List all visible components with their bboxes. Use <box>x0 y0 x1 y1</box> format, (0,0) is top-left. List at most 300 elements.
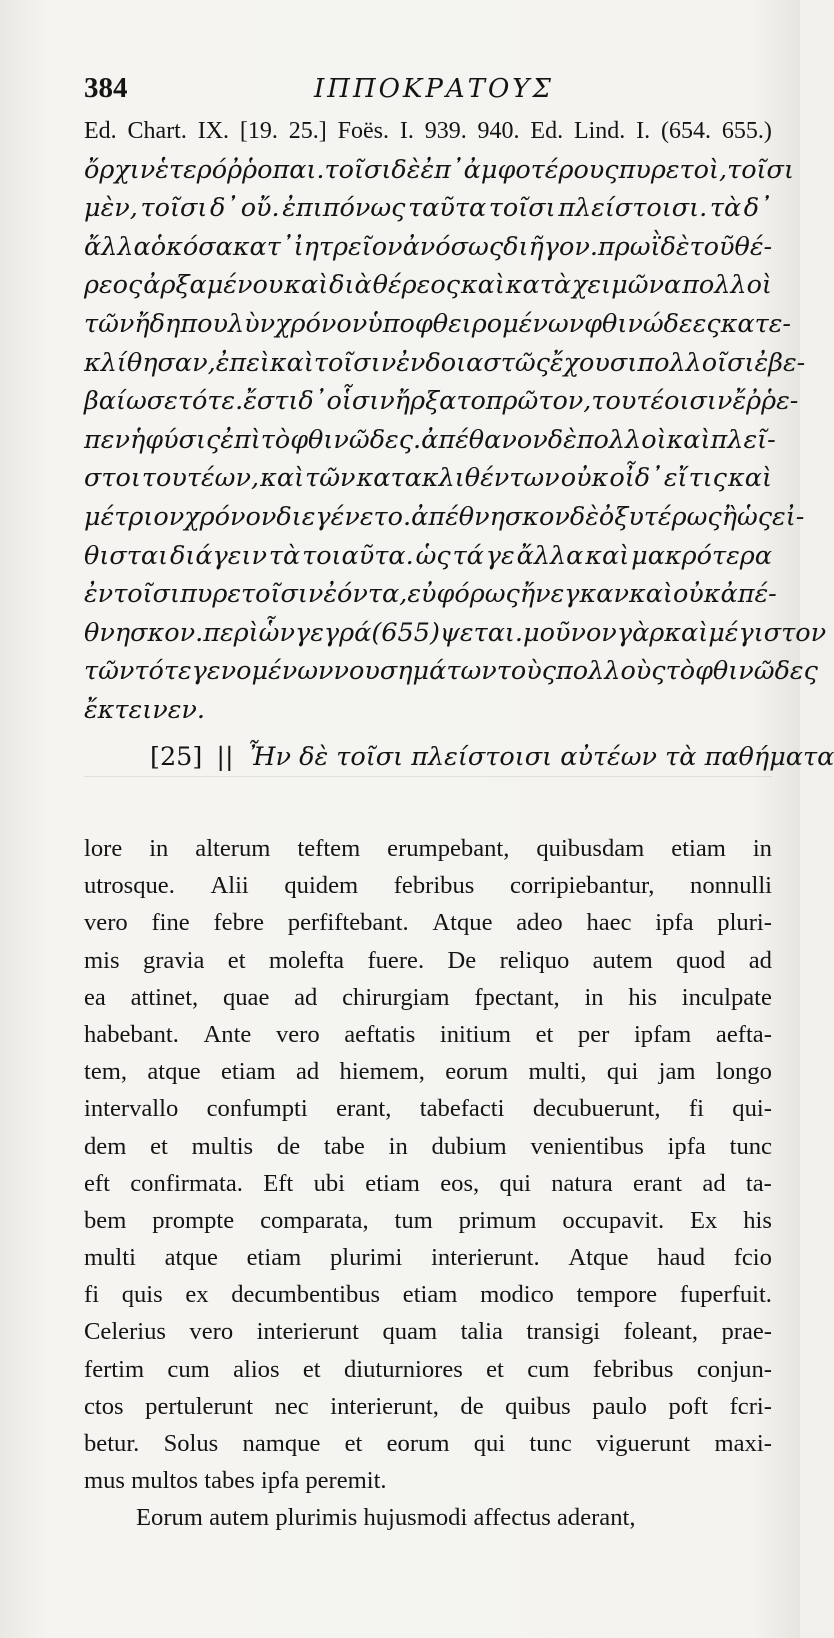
word: ὡς <box>736 501 773 532</box>
word: γεγρά(655)ψεται. <box>294 617 524 648</box>
latin-line <box>84 1351 772 1388</box>
word: ἐνδοιαστῶς <box>396 347 550 378</box>
word: μέγιστον <box>708 617 827 648</box>
word: vero <box>84 909 128 937</box>
word: prompte <box>152 1206 235 1234</box>
word: Atque <box>432 909 493 937</box>
word: 940. <box>477 118 520 144</box>
word: autem <box>592 946 653 974</box>
word: φύσις <box>145 424 221 455</box>
word: ταῦτα <box>408 193 487 224</box>
word: ipfa <box>667 1132 706 1160</box>
word: πουλὺν <box>180 308 276 339</box>
word: βαίωσε <box>84 386 178 417</box>
word: conjun- <box>696 1355 772 1383</box>
latin-line <box>84 942 772 979</box>
word: Chart. <box>127 118 187 144</box>
word: decumbentibus <box>231 1281 381 1309</box>
word: ἔχουσι <box>549 347 638 378</box>
word: νουσημάτων <box>333 656 497 687</box>
word: multi, <box>528 1058 587 1086</box>
word: τὰ <box>268 540 301 571</box>
word: fi <box>688 1095 704 1123</box>
word: τουτέων, <box>141 463 260 494</box>
latin-line <box>84 1128 772 1165</box>
word: ἔῤῥε- <box>732 386 799 417</box>
word: Celerius <box>84 1318 166 1346</box>
word: I. <box>399 118 414 144</box>
section-divider <box>84 776 772 777</box>
latin-line <box>84 830 772 867</box>
word: ipfam <box>633 1020 692 1048</box>
word: (654. <box>660 118 711 144</box>
word: confumpti <box>206 1095 308 1123</box>
word: namque <box>242 1430 321 1457</box>
word: δ᾽ <box>298 386 327 417</box>
word: quibus <box>505 1392 571 1420</box>
word: μὲν, <box>84 193 138 224</box>
word: qui <box>606 1058 639 1086</box>
word: δ᾽ <box>743 193 772 224</box>
word: betur. <box>84 1430 140 1457</box>
word: fuperfuit. <box>679 1281 772 1309</box>
word: et <box>535 1020 554 1048</box>
edition-reference-line <box>84 112 772 151</box>
word: οὐκ <box>672 579 721 610</box>
word: prae- <box>721 1318 772 1346</box>
word: febre <box>213 909 264 937</box>
latin-line <box>84 1313 772 1350</box>
word: τοὺς <box>496 656 557 687</box>
word: ἐν <box>84 579 114 610</box>
greek-line <box>84 189 772 228</box>
word: ea <box>84 983 106 1011</box>
word: interierunt. <box>431 1244 540 1272</box>
word: γε <box>485 540 515 571</box>
greek-line <box>84 421 776 460</box>
word: ipfa <box>655 909 694 937</box>
word: μακρότερα <box>631 540 772 571</box>
word: tunc <box>729 1132 772 1160</box>
running-title: ΙΠΠΟΚΡΑΤΟΥΣ <box>314 74 554 104</box>
word: ad <box>748 946 772 974</box>
word: longo <box>715 1058 772 1086</box>
word: multis <box>191 1132 254 1160</box>
word: venientibus <box>530 1132 644 1160</box>
word: τοῖσι <box>324 154 392 185</box>
word: διάγειν <box>169 540 267 571</box>
word: tabe <box>323 1132 365 1160</box>
word: erant, <box>336 1095 392 1123</box>
word: aeftatis <box>344 1020 416 1048</box>
word: πυρετοῖσιν <box>180 579 324 610</box>
word: ὑποφθειρομένων <box>367 308 585 339</box>
section-number: [25] <box>150 741 203 772</box>
latin-line <box>84 1388 772 1425</box>
word: εἰ- <box>772 501 805 532</box>
word: adeo <box>516 909 563 937</box>
word: et <box>227 946 246 974</box>
word: atque <box>164 1244 218 1272</box>
latin-line <box>84 1425 772 1462</box>
word: Ed. <box>84 118 117 144</box>
word: καὶ <box>585 540 630 571</box>
word: fpectant, <box>474 983 560 1011</box>
word: ἔστι <box>243 386 299 417</box>
word: etiam <box>671 835 726 862</box>
word: tempore <box>576 1281 658 1309</box>
word: dem <box>84 1132 127 1160</box>
word: ἐβε- <box>754 347 806 378</box>
greek-line <box>84 652 818 691</box>
word: κατε- <box>720 308 792 339</box>
word: fuere. <box>367 946 425 974</box>
word: fertim <box>84 1355 145 1383</box>
word: ἰητρεῖον <box>293 231 403 262</box>
word: ἤνεγκαν <box>519 579 629 610</box>
word: tabefacti <box>419 1095 505 1123</box>
word: χειμῶνα <box>571 270 682 301</box>
word: chirurgiam <box>342 983 450 1011</box>
greek-line <box>84 537 772 576</box>
word: τῶν <box>84 656 135 687</box>
word: multi <box>84 1244 136 1272</box>
word: natura <box>551 1169 613 1197</box>
word: quidem <box>284 872 359 900</box>
word: erumpebant, <box>387 835 510 862</box>
word: ad <box>295 1058 320 1086</box>
word: bem <box>84 1206 127 1234</box>
word: περὶ <box>203 617 259 648</box>
word: πλείστοισι. <box>558 193 708 224</box>
word: haud <box>657 1244 705 1272</box>
word: nonnulli <box>690 872 772 900</box>
word: lore <box>84 835 123 862</box>
word: τοῖσι <box>113 579 181 610</box>
word: εὐφόρως <box>407 579 520 610</box>
word: vero <box>275 1020 320 1048</box>
word: ἀρξαμένου <box>143 270 284 301</box>
word: φθινῶδες <box>695 656 818 687</box>
word: οὔ. <box>240 193 280 224</box>
word: ἀπέθανον <box>421 424 548 455</box>
word: paulo <box>592 1392 647 1420</box>
word: τὰ <box>709 193 742 224</box>
word: καὶ <box>664 617 709 648</box>
word: τότε. <box>177 386 244 417</box>
word: καὶ <box>269 347 314 378</box>
word: μέτριον <box>84 501 185 532</box>
word: febribus <box>592 1355 674 1383</box>
word: διεγένετο. <box>276 501 412 532</box>
word: πεν <box>84 424 130 455</box>
word: eorum <box>386 1430 450 1457</box>
word: τῶν <box>84 308 135 339</box>
word: ἤδη <box>134 308 181 339</box>
word: maxi- <box>714 1430 772 1457</box>
word: ὡς <box>415 540 451 571</box>
word: δὲ <box>547 424 577 455</box>
word: habebant. <box>84 1020 179 1048</box>
word: I. <box>636 118 651 144</box>
word: μοῦνον <box>523 617 617 648</box>
word: etiam <box>246 1244 302 1272</box>
word: attinet, <box>130 983 199 1011</box>
word: θέρεος <box>372 270 460 301</box>
word: his <box>628 983 658 1011</box>
word: diuturniores <box>343 1355 463 1383</box>
word: foleant, <box>623 1318 699 1346</box>
word: ἐπιπόνως <box>282 193 406 224</box>
word: in <box>149 835 169 862</box>
word: τά <box>452 540 484 571</box>
word: τοῖσι <box>140 193 208 224</box>
word: πολλοῖσι <box>637 347 755 378</box>
greek-line <box>84 498 805 537</box>
word: ἐπεὶ <box>215 347 270 378</box>
latin-line <box>84 1165 772 1202</box>
word: ἢ <box>721 501 737 532</box>
word: δὲ <box>660 231 690 262</box>
word: inculpate <box>681 983 772 1011</box>
word: quam <box>382 1318 438 1346</box>
word: γενομένων <box>191 656 334 687</box>
word: κατ᾽ <box>232 231 294 262</box>
word: 655.) <box>721 118 772 144</box>
word: fine <box>151 909 190 937</box>
word: Foës. <box>337 118 389 144</box>
word: hiemem, <box>339 1058 425 1086</box>
word: aefta- <box>715 1020 772 1048</box>
word: οἶδ᾽ <box>609 463 663 494</box>
word: molefta <box>268 946 345 974</box>
word: πολλοὶ <box>576 424 667 455</box>
word: tunc <box>529 1430 572 1457</box>
greek-line: ἔκτεινεν. <box>84 694 205 725</box>
latin-line <box>84 1090 772 1127</box>
word: Solus <box>163 1430 219 1457</box>
word: καὶ <box>628 579 673 610</box>
greek-line <box>84 575 777 614</box>
latin-line <box>84 1276 772 1313</box>
word: ad <box>294 983 318 1011</box>
section-heading-line <box>84 738 834 777</box>
latin-line <box>84 1239 772 1276</box>
word: κατακλιθέντων <box>356 463 560 494</box>
word: corripiebantur, <box>509 872 655 900</box>
word: Alii <box>210 872 249 900</box>
word: ἐπὶ <box>220 424 261 455</box>
word: ἀπέ- <box>720 579 777 610</box>
word: πρῶτον, <box>485 386 592 417</box>
word: τῶν <box>305 463 356 494</box>
word: quibusdam <box>536 835 645 862</box>
word: modico <box>480 1281 554 1309</box>
latin-line <box>84 1016 772 1053</box>
word: perfiftebant. <box>287 909 409 937</box>
word: καὶ <box>666 424 711 455</box>
greek-line <box>84 266 772 305</box>
word: Lind. <box>573 118 626 144</box>
word: alios <box>233 1355 280 1383</box>
word: cum <box>527 1355 570 1383</box>
word: interierunt <box>256 1318 360 1346</box>
word: εἴ <box>663 463 688 494</box>
word: ctos <box>84 1392 124 1420</box>
word: οὐκ <box>560 463 609 494</box>
word: θνησκον. <box>84 617 204 648</box>
word: φθινώδεες <box>584 308 721 339</box>
word: erant <box>632 1169 683 1197</box>
word: Ex <box>690 1206 718 1234</box>
word: quod <box>676 946 726 974</box>
word: transigi <box>526 1318 601 1346</box>
section-greek-text: Ἦν δὲ τοῖσι πλείστοισι αὐτέων τὰ παθήματα <box>247 741 834 772</box>
word: δ᾽ <box>209 193 239 224</box>
word: ἄλλα <box>516 540 584 571</box>
word: ρεος <box>84 270 143 301</box>
word: poft <box>668 1392 709 1420</box>
word: ubi <box>313 1169 345 1197</box>
word: τοῖσι <box>488 193 556 224</box>
word: alterum <box>195 835 271 862</box>
word: dubium <box>431 1132 507 1160</box>
word: jam <box>658 1058 696 1086</box>
latin-line <box>84 1053 772 1090</box>
word: πυρετοὶ, <box>618 154 728 185</box>
word: 939. <box>424 118 467 144</box>
greek-line <box>84 344 806 383</box>
word: nec <box>274 1392 309 1420</box>
word: gravia <box>142 946 205 974</box>
word: Ed. <box>530 118 564 144</box>
word: Ante <box>203 1020 252 1048</box>
latin-paragraph-start-line: Eorum autem plurimis hujusmodi affectus aderant, <box>136 1504 636 1532</box>
word: et <box>344 1430 363 1457</box>
word: πρωῒ <box>597 231 661 262</box>
word: de <box>276 1132 301 1160</box>
word: pluri- <box>717 909 772 937</box>
word: ἀμφοτέρους <box>463 154 619 185</box>
word: ὧν <box>258 617 295 648</box>
word: διῆγον. <box>503 231 598 262</box>
word: confirmata. <box>130 1169 243 1197</box>
word: 25.] <box>288 118 327 144</box>
greek-text-block <box>84 112 834 776</box>
word: pertulerunt <box>145 1392 254 1420</box>
word: πολλοὺς <box>556 656 666 687</box>
word: et <box>150 1132 168 1160</box>
word: fcri- <box>729 1392 772 1420</box>
greek-line <box>84 228 772 267</box>
word: τουτέοισιν <box>591 386 733 417</box>
word: interierunt, <box>330 1392 439 1420</box>
word: γὰρ <box>616 617 665 648</box>
word: τοῖσι <box>727 154 794 185</box>
latin-line <box>84 979 772 1016</box>
word: etiam <box>402 1281 458 1309</box>
word: De <box>447 946 477 974</box>
word: et <box>302 1355 321 1383</box>
word: δὲ <box>569 501 599 532</box>
word: χρόνον <box>275 308 368 339</box>
word: fi <box>84 1281 100 1309</box>
word: plurimi <box>329 1244 403 1272</box>
word: vero <box>189 1318 234 1346</box>
word: τοῖσιν <box>313 347 397 378</box>
word: καὶ <box>260 463 305 494</box>
word: qui <box>499 1169 531 1197</box>
word: καὶ <box>728 463 772 494</box>
word: tum <box>394 1206 433 1234</box>
word: θέ- <box>734 231 773 262</box>
latin-translation-block <box>84 830 772 1537</box>
word: quis <box>121 1281 163 1309</box>
word: Atque <box>568 1244 629 1272</box>
word: τοῦ <box>689 231 735 262</box>
word: eos, <box>440 1169 480 1197</box>
word: ex <box>185 1281 209 1309</box>
word: καὶ <box>284 270 329 301</box>
greek-line <box>84 382 799 421</box>
word: intervallo <box>84 1095 179 1123</box>
word: qui- <box>732 1095 772 1123</box>
word: eft <box>84 1169 110 1197</box>
word: διὰ <box>329 270 372 301</box>
word: θισται <box>84 540 169 571</box>
word: πολλοὶ <box>682 270 772 301</box>
word: Eft <box>263 1169 294 1197</box>
word: reliquo <box>499 946 570 974</box>
word: qui <box>473 1430 506 1457</box>
latin-line <box>84 867 772 904</box>
word: tem, <box>84 1058 128 1086</box>
word: IX. <box>197 118 230 144</box>
word: utrosque. <box>84 872 175 900</box>
greek-line <box>84 151 794 190</box>
word: talia <box>460 1318 503 1346</box>
word: per <box>577 1020 610 1048</box>
word: ἀπέθνησκον <box>411 501 570 532</box>
word: ta- <box>745 1169 772 1197</box>
section-marker: || <box>216 741 234 772</box>
latin-line <box>84 1202 772 1239</box>
word: occupavit. <box>562 1206 665 1234</box>
word: τότε <box>134 656 192 687</box>
word: de <box>460 1392 484 1420</box>
word: ad <box>702 1169 726 1197</box>
word: comparata, <box>260 1206 369 1234</box>
word: τὸ <box>260 424 291 455</box>
word: καὶ <box>460 270 505 301</box>
word: eorum <box>445 1058 509 1086</box>
word: χρόνον <box>184 501 277 532</box>
word: ἡ <box>129 424 146 455</box>
latin-line <box>84 904 772 941</box>
greek-line <box>84 459 772 498</box>
word: ἄλλα <box>84 231 151 262</box>
word: etiam <box>365 1169 420 1197</box>
word: κατὰ <box>505 270 572 301</box>
greek-line <box>84 305 792 344</box>
page-number: 384 <box>84 72 128 104</box>
word: ἐόντα, <box>323 579 408 610</box>
word: et <box>486 1355 504 1383</box>
word: cum <box>167 1355 210 1383</box>
word: initium <box>439 1020 511 1048</box>
word: teftem <box>297 835 361 862</box>
word: quae <box>222 983 270 1011</box>
